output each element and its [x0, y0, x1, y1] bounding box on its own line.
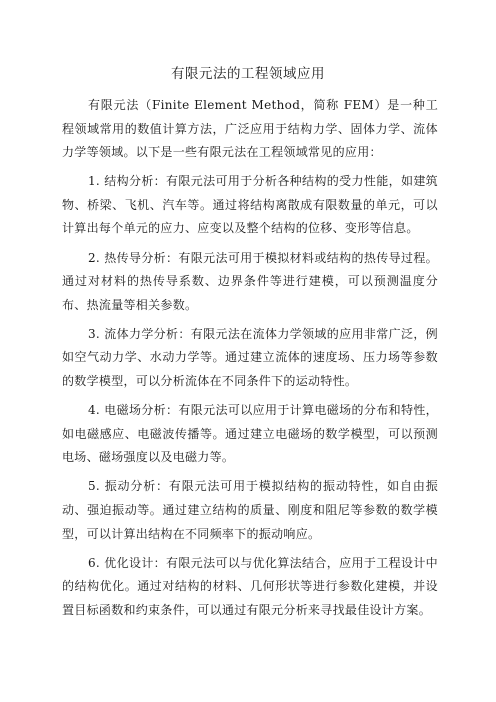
document-body [62, 94, 438, 628]
intro-paragraph: 有限元法（Finite Element Method，简称 FEM）是一种工程领域常用的数值计算方法，广泛应用于结构力学、固体力学、流体力学等领域。以下是一些有限元法在工程领域常见的应用： [62, 98, 438, 160]
paragraph-vibration: 5. 振动分析：有限元法可用于模拟结构的振动特性，如自由振动、强迫振动等。通过建立结构的质量、刚度和阻尼等参数的数学模型，可以计算出结构在不同频率下的振动响应。 [62, 479, 438, 541]
paragraph-optimization: 6. 优化设计：有限元法可以与优化算法结合，应用于工程设计中的结构优化。通过对结构的材料、几何形状等进行参数化建模，并设置目标函数和约束条件，可以通过有限元分析来寻找最佳设计方案。 [62, 555, 438, 617]
document-title: 有限元法的工程领域应用 [171, 66, 325, 82]
paragraph-structural-analysis: 1. 结构分析：有限元法可用于分析各种结构的受力性能，如建筑物、桥梁、飞机、汽车等。通过将结构离散成有限数量的单元，可以计算出每个单元的应力、应变以及整个结构的位移、变形等信息。 [62, 174, 438, 236]
paragraph-fluid-mechanics: 3. 流体力学分析：有限元法在流体力学领域的应用非常广泛，例如空气动力学、水动力学等。通过建立流体的速度场、压力场等参数的数学模型，可以分析流体在不同条件下的运动特性。 [62, 326, 438, 389]
paragraph-heat-conduction: 2. 热传导分析：有限元法可用于模拟材料或结构的热传导过程。通过对材料的热传导系数、边界条件等进行建模，可以预测温度分布、热流量等相关参数。 [62, 250, 438, 312]
paragraph-electromagnetic: 4. 电磁场分析：有限元法可以应用于计算电磁场的分布和特性，如电磁感应、电磁波传播等。通过建立电磁场的数学模型，可以预测电场、磁场强度以及电磁力等。 [62, 403, 438, 465]
